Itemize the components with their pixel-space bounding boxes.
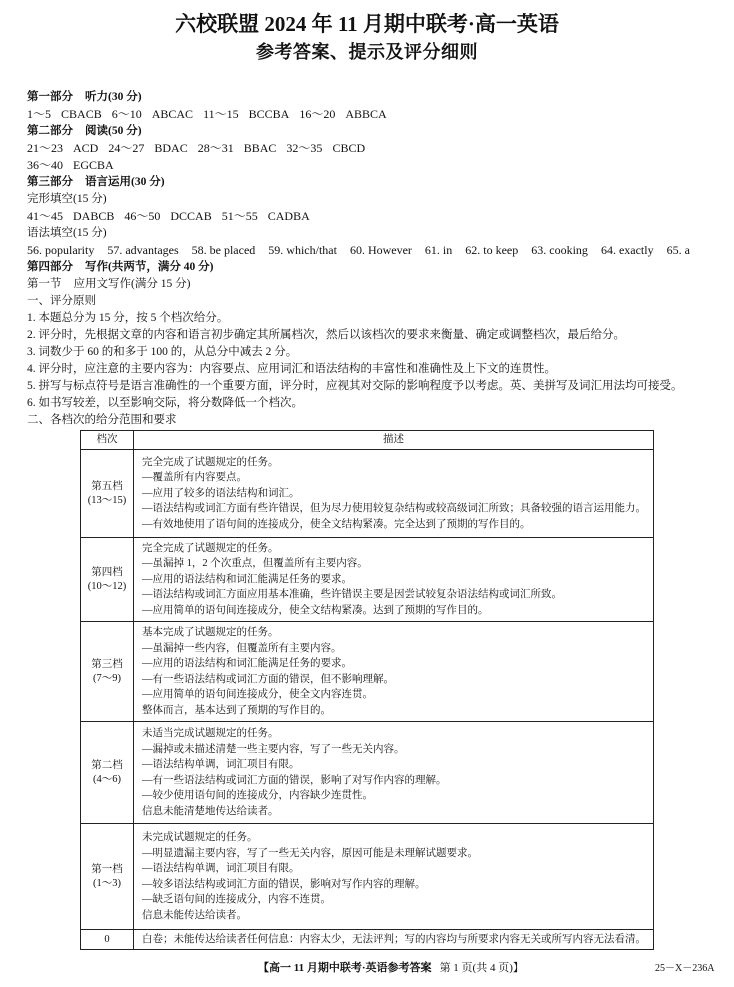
answer-letters: BCCBA [248,107,290,121]
part3-heading [27,174,727,191]
description-line: —应用的语法结构和词汇能满足任务的要求。 [142,573,352,585]
level-name: 0 [104,933,110,945]
grammar-answer: 56. popularity [27,243,95,257]
description-cell [134,622,654,722]
description-cell [134,450,654,538]
description-line: —语法结构单调，词汇项目有限。 [142,759,300,770]
level-name: 第五档 [91,480,123,492]
answer-group [198,140,277,157]
description-line: —语法结构或词汇方面应用基本准确，些许错误主要是因尝试较复杂语法结构或词汇所致。 [142,589,562,601]
answer-letters: CBCD [332,141,366,155]
description-line: 整体而言，基本达到了预期的写作目的。 [142,704,331,716]
answer-letters: CADBA [267,209,310,223]
description-line: 信息未能清楚地传达给读者。 [142,805,279,817]
grammar-answer: 59. which/that [268,243,337,257]
grammar-answer: 58. be placed [191,243,256,257]
header-level: 档次 [81,431,134,450]
answer-letters: DCCAB [170,209,212,223]
table-row [81,538,654,622]
description-line: —语法结构或词汇方面有些许错误，但为尽力使用较复杂结构或较高级词汇所致；具备较强的语言运用能力。 [142,503,646,515]
page-footer [258,960,524,976]
level-range: (7～9) [93,672,121,684]
principle-item: 1. 本题总分为 15 分，按 5 个档次给分。 [27,312,229,324]
description-line: 完全完成了试题规定的任务。 [142,456,279,468]
principle-item: 2. 评分时，先根据文章的内容和语言初步确定其所属档次，然后以该档次的要求来衡量、确定或调整档次，最后给分。 [27,329,625,341]
part4-heading [27,259,727,276]
answer-range: 11～15 [203,107,239,121]
footer-page-number: 第 1 页(共 4 页)】 [439,962,524,974]
description-line: 白卷；未能传达给读者任何信息：内容太少，无法评判；写的内容均与所要求内容无关或所写内容无法看清。 [142,933,646,945]
grammar-answer: 62. to keep [465,243,519,257]
answer-range: 46～50 [124,209,161,223]
scoring-rubric-table [80,430,654,950]
level-name: 第四档 [91,566,123,578]
principles-heading: 一、评分原则 [27,295,96,307]
description-line: —应用了较多的语法结构和词汇。 [142,487,300,499]
description-line: —覆盖所有内容要点。 [142,472,247,484]
part1-answers [27,106,727,123]
answer-letters: CBACB [61,107,102,121]
description-line: —较少使用语句间的连接成分，内容缺少连贯性。 [142,790,373,801]
part2-answers-row2 [27,157,727,174]
answer-group [27,208,114,225]
level-cell [81,450,134,538]
description-line: —应用简单的语句间连接成分，使全文结构紧凑。达到了预期的写作目的。 [142,604,489,616]
answer-letters: BDAC [154,141,188,155]
answer-group [27,140,98,157]
document-subtitle: 参考答案、提示及评分细则 [256,42,478,62]
part1-label: 第一部分 [27,91,73,103]
answer-range: 36～40 [27,158,64,172]
description-line: —较多语法结构或词汇方面的错误，影响对写作内容的理解。 [142,878,426,890]
table-row [81,930,654,950]
part2-label: 第二部分 [27,125,73,137]
section1-label: 第一节 [27,278,62,290]
description-cell [134,538,654,622]
grammar-answer: 64. exactly [600,243,654,257]
grammar-answer: 60. However [349,243,412,257]
level-range: (13～15) [87,494,127,506]
answer-range: 1～5 [27,107,52,121]
header-description: 描述 [134,431,654,450]
description-line: —应用简单的语句间连接成分，使全文内容连贯。 [142,689,373,700]
table-row [81,622,654,722]
footer-label: 【高一 11 月期中联考·英语参考答案 [258,962,432,974]
part3-label: 第三部分 [27,176,73,188]
answer-letters: ABCAC [151,107,194,121]
answer-letters: DABCB [73,209,115,223]
answer-group [222,208,310,225]
grammar-fill-heading: 语法填空(15 分) [27,227,107,239]
description-line: —应用的语法结构和词汇能满足任务的要求。 [142,658,352,669]
answer-range: 6～10 [111,107,142,121]
answer-letters: ACD [73,141,99,155]
description-cell [134,824,654,930]
part2-answers-row1 [27,140,727,157]
answer-range: 32～35 [286,141,323,155]
table-row [81,824,654,930]
answer-group [286,140,365,157]
description-line: —缺乏语句间的连接成分，内容不连贯。 [142,894,331,905]
answer-letters: EGCBA [73,158,114,172]
answer-range: 28～31 [197,141,234,155]
description-line: 未适当完成试题规定的任务。 [142,728,279,739]
grammar-answer: 65. a [666,243,690,257]
part4-title: 写作(共两节，满分 40 分) [85,261,214,273]
document-title: 六校联盟 2024 年 11 月期中联考·高一英语 [175,12,559,36]
description-cell [134,930,654,950]
level-range: (4～6) [93,773,121,785]
level-name: 第一档 [91,863,123,875]
level-name: 第二档 [91,759,123,771]
principle-item: 3. 词数少于 60 的和多于 100 的，从总分中减去 2 分。 [27,346,298,358]
answer-range: 51～55 [221,209,258,223]
level-name: 第三档 [91,658,123,670]
section1-title: 应用文写作(满分 15 分) [73,278,191,290]
answer-letters: BBAC [243,141,277,155]
levels-heading: 二、各档次的给分范围和要求 [27,414,177,426]
grammar-answer: 57. advantages [107,243,179,257]
level-range: (1～3) [93,877,121,889]
cloze-heading: 完形填空(15 分) [27,193,107,205]
cloze-answers [27,208,727,225]
description-line: 未完成试题规定的任务。 [142,832,258,843]
part3-title: 语言运用(30 分) [85,176,165,188]
part1-title: 听力(30 分) [85,91,142,103]
answer-range: 16～20 [299,107,336,121]
level-cell [81,930,134,950]
table-row [81,450,654,538]
principle-item: 6. 如书写较差，以至影响交际，将分数降低一个档次。 [27,397,303,409]
answer-group [203,106,289,123]
description-line: —明显遗漏主要内容，写了一些无关内容，原因可能是未理解试题要求。 [142,847,478,859]
answer-group [27,106,102,123]
description-line: 基本完成了试题规定的任务。 [142,627,279,638]
grammar-answer: 61. in [424,243,453,257]
description-line: —有一些语法结构或词汇方面的错误，影响了对写作内容的理解。 [142,774,447,786]
answer-key-body [27,89,727,429]
answer-group [124,208,211,225]
description-line: 信息未能传达给读者。 [142,909,247,921]
part4-label: 第四部分 [27,261,73,273]
description-line: —虽漏掉 1，2 个次重点，但覆盖所有主要内容。 [142,558,368,570]
part2-title: 阅读(50 分) [85,125,142,137]
description-line: —有一些语法结构或词汇方面的错误，但不影响理解。 [142,673,394,685]
document-code: 25－X－236A [655,963,715,974]
grammar-answer: 63. cooking [531,243,588,257]
description-line: —漏掉或未描述清楚一些主要内容，写了一些无关内容。 [142,743,405,755]
level-cell [81,722,134,824]
part2-heading [27,123,727,140]
level-cell [81,538,134,622]
answer-group [299,106,386,123]
grammar-fill-answers [27,242,727,259]
level-cell [81,824,134,930]
principle-item: 4. 评分时，应注意的主要内容为：内容要点、应用词汇和语法结构的丰富性和准确性及上下文的连贯性。 [27,363,556,375]
answer-letters: ABBCA [345,107,387,121]
description-line: —语法结构单调，词汇项目有限。 [142,863,300,874]
description-line: 完全完成了试题规定的任务。 [142,542,279,554]
answer-range: 41～45 [27,209,64,223]
section1-heading [27,276,727,293]
answer-group [108,140,187,157]
answer-range: 24～27 [108,141,145,155]
answer-group [27,157,114,174]
level-cell [81,622,134,722]
level-range: (10～12) [87,580,127,592]
description-line: —有效地使用了语句间的连接成分，使全文结构紧凑。完全达到了预期的写作目的。 [142,518,531,530]
description-line: —虽漏掉一些内容，但覆盖所有主要内容。 [142,642,342,654]
description-cell [134,722,654,824]
table-row [81,722,654,824]
principle-item: 5. 拼写与标点符号是语言准确性的一个重要方面，评分时，应视其对交际的影响程度予以考虑。英、美拼写及词汇用法均可接受。 [27,380,683,392]
part1-heading [27,89,727,106]
answer-range: 21～23 [27,141,64,155]
table-header-row [81,431,654,450]
answer-group [112,106,193,123]
